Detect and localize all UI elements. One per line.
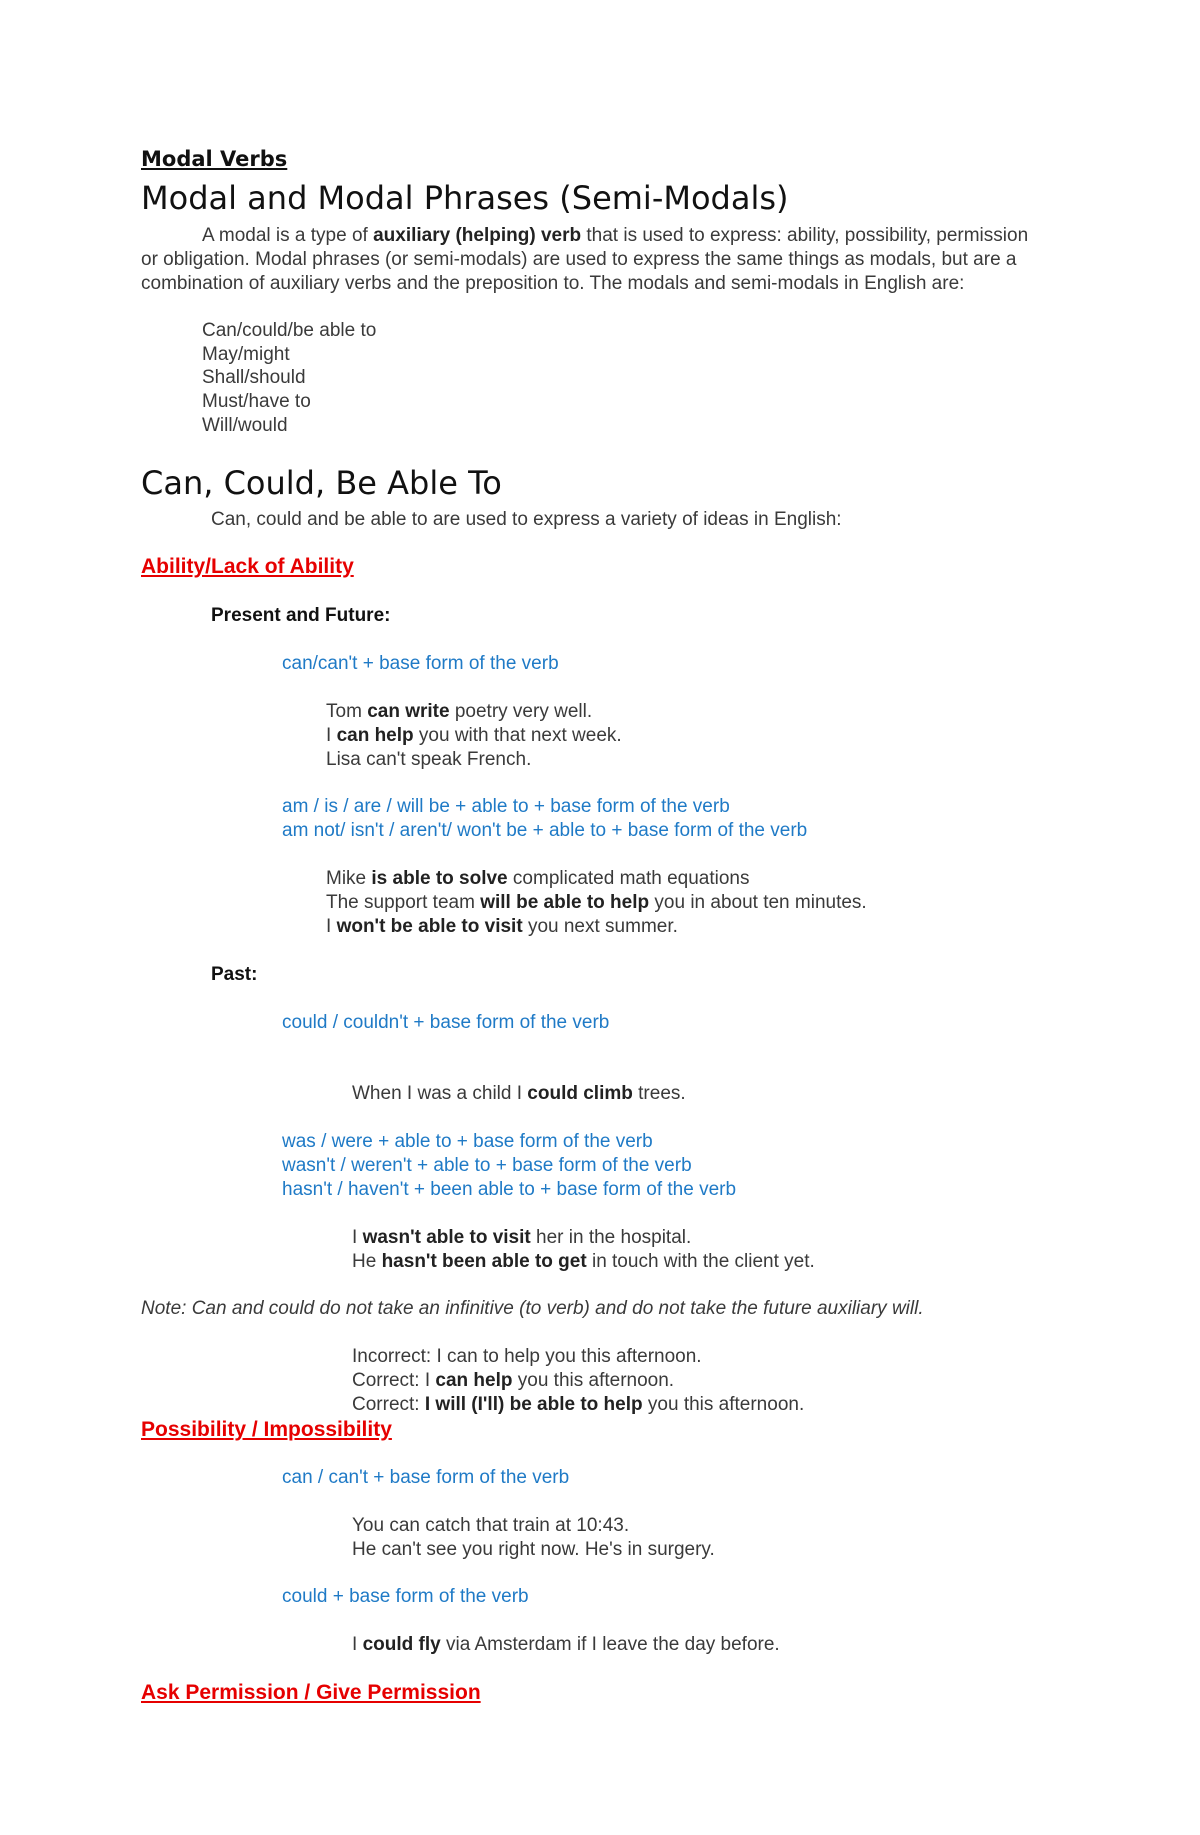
example: Tom can write poetry very well.	[326, 701, 593, 722]
modal-list-item: May/might	[202, 344, 290, 365]
example: Correct: I can help you this afternoon.	[352, 1370, 675, 1391]
formula: hasn't / haven't + been able to + base form of the verb	[282, 1179, 737, 1200]
past-label: Past:	[211, 964, 258, 985]
example: He hasn't been able to get in touch with the client yet.	[352, 1251, 815, 1272]
formula: can/can't + base form of the verb	[282, 653, 559, 674]
section-ability-title: Ability/Lack of Ability	[141, 555, 354, 578]
formula: am not/ isn't / aren't/ won't be + able to + base form of the verb	[282, 820, 808, 841]
heading-modals: Modal and Modal Phrases (Semi-Modals)	[141, 179, 789, 217]
formula: could + base form of the verb	[282, 1586, 529, 1607]
example: I can help you with that next week.	[326, 725, 622, 746]
present-future-label: Present and Future:	[211, 605, 391, 626]
heading-can-could: Can, Could, Be Able To	[141, 464, 502, 502]
intro-bold: auxiliary (helping) verb	[373, 225, 582, 246]
example: Lisa can't speak French.	[326, 749, 532, 770]
example: The support team will be able to help you in about ten minutes.	[326, 892, 867, 913]
formula: am / is / are / will be + able to + base form of the verb	[282, 796, 730, 817]
example: You can catch that train at 10:43.	[352, 1515, 630, 1536]
note: Note: Can and could do not take an infinitive (to verb) and do not take the future auxiliary will.	[141, 1298, 924, 1319]
doc-title: Modal Verbs	[141, 147, 288, 171]
formula: can / can't + base form of the verb	[282, 1467, 570, 1488]
example: Incorrect: I can to help you this afternoon.	[352, 1346, 702, 1367]
modal-list-item: Must/have to	[202, 391, 311, 412]
modal-list-item: Will/would	[202, 415, 288, 436]
formula: could / couldn't + base form of the verb	[282, 1012, 610, 1033]
formula: wasn't / weren't + able to + base form of the verb	[282, 1155, 692, 1176]
example: He can't see you right now. He's in surgery.	[352, 1539, 715, 1560]
modal-list-item: Can/could/be able to	[202, 320, 377, 341]
example: I could fly via Amsterdam if I leave the day before.	[352, 1634, 780, 1655]
modal-list-item: Shall/should	[202, 367, 306, 388]
intro-text-2: that is used to express: ability, possibility, permission or obligation. Modal phrases (or semi-modals) are used to express the same things as modals, but are a combination of auxiliary verbs and the preposition to. The modals and semi-modals in English are:	[141, 225, 1029, 294]
intro-paragraph	[141, 224, 1041, 296]
can-could-intro: Can, could and be able to are used to express a variety of ideas in English:	[211, 509, 842, 530]
section-permission-title: Ask Permission / Give Permission	[141, 1681, 481, 1704]
example: Correct: I will (I'll) be able to help you this afternoon.	[352, 1394, 805, 1415]
example: When I was a child I could climb trees.	[352, 1083, 686, 1104]
intro-text-1: A modal is a type of	[202, 225, 374, 246]
section-possibility-title: Possibility / Impossibility	[141, 1418, 392, 1441]
example: Mike is able to solve complicated math equations	[326, 868, 750, 889]
example: I wasn't able to visit her in the hospital.	[352, 1227, 692, 1248]
formula: was / were + able to + base form of the verb	[282, 1131, 653, 1152]
example: I won't be able to visit you next summer.	[326, 916, 678, 937]
